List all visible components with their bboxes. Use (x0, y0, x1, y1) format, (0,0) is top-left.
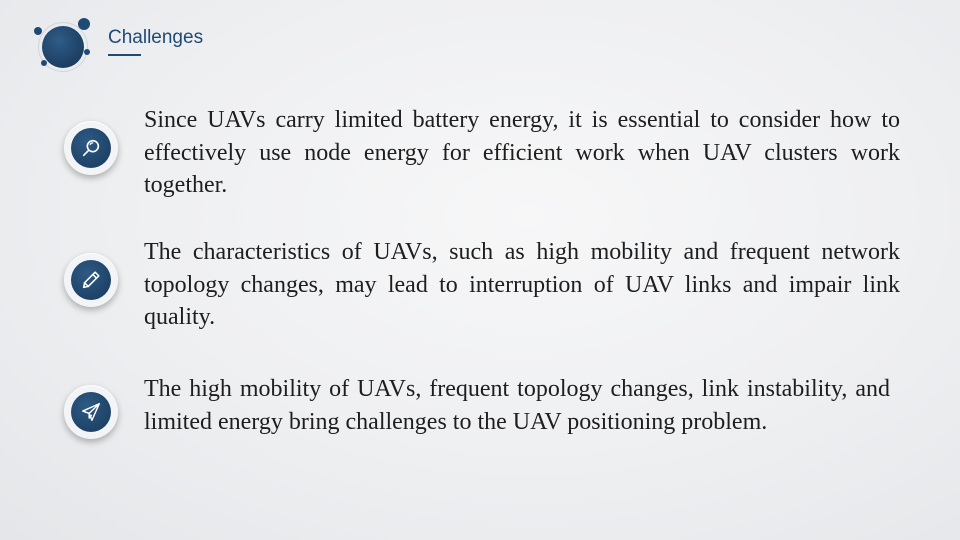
bullet-text: The characteristics of UAVs, such as high mobility and frequent network topology changes, may lead to interruption of UAV links and impair link quality. (144, 239, 900, 330)
bullet-text: The high mobility of UAVs, frequent topology changes, link instability, and limited energy bring challenges to the UAV positioning problem. (144, 376, 890, 435)
circle-cluster-logo (34, 18, 94, 74)
logo-dot (41, 60, 47, 66)
bullet-icon-badge (64, 253, 118, 307)
logo-dot (34, 27, 42, 35)
bullet-text: Since UAVs carry limited battery energy, it is essential to consider how to effectively use node energy for efficient work when UAV clusters work together. (144, 107, 900, 198)
pencil-icon (80, 269, 102, 291)
bullet-icon-badge (64, 121, 118, 175)
logo-dot (78, 18, 90, 30)
slide-title: Challenges (108, 27, 204, 48)
logo-dot (84, 49, 90, 55)
magnifier-icon (80, 137, 102, 159)
logo-core (42, 26, 84, 68)
paper-plane-icon (80, 401, 102, 423)
bullet-icon-badge (64, 385, 118, 439)
title-underline (108, 54, 141, 56)
